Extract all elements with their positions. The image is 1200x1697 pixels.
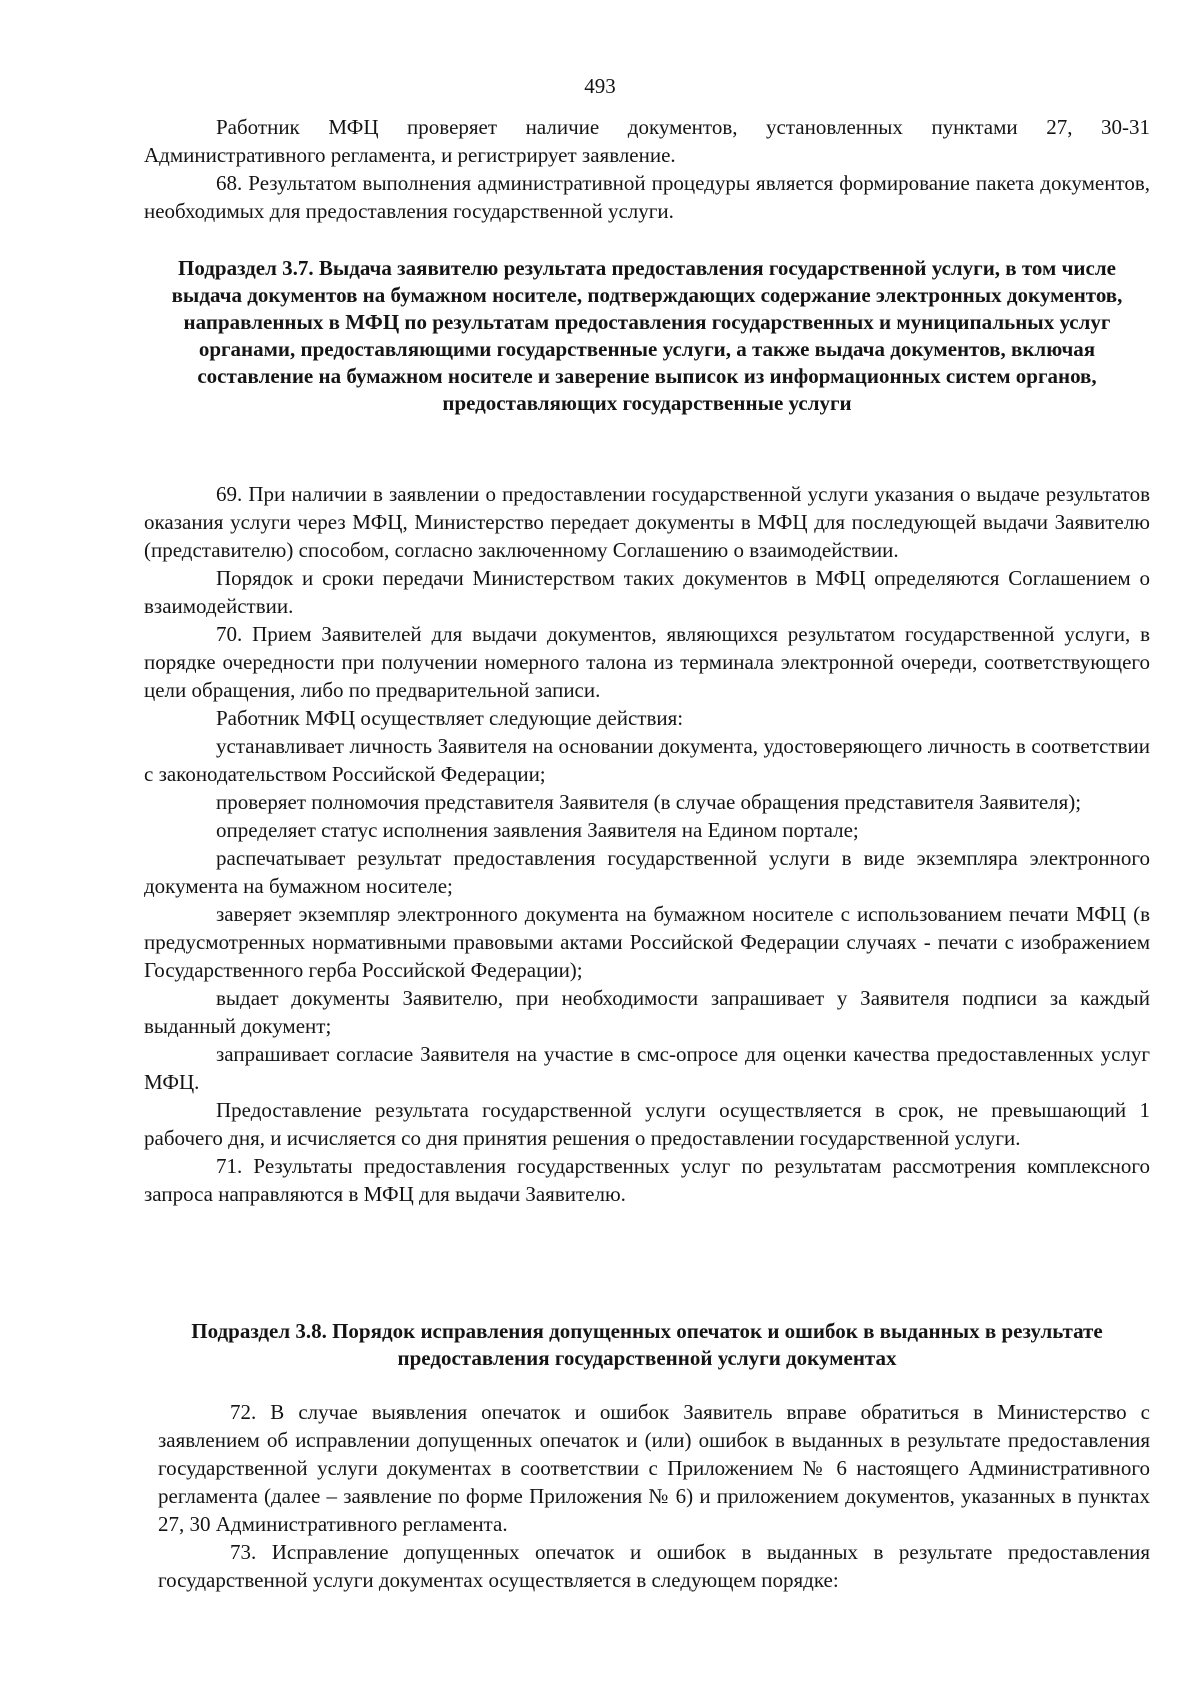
section-3-7-body <box>144 480 1150 1208</box>
subsection-3-8-heading: Подраздел 3.8. Порядок исправления допущенных опечаток и ошибок в выданных в результате предоставления государственной услуги документах <box>191 1319 1103 1370</box>
paragraph: Предоставление результата государственной услуги осуществляется в срок, не превышающий 1 рабочего дня, и исчисляется со дня принятия решения о предоставлении государственной услуги. <box>144 1098 1150 1150</box>
paragraph-72: 72. В случае выявления опечаток и ошибок Заявитель вправе обратиться в Министерство с заявлением об исправлении допущенных опечаток и (или) ошибок в выданных в результате предоставления государственной услуги документах в соответствии с Приложением № 6 настоящего Административного регламента (далее – заявление по форме Приложения № 6) и приложением документов, указанных в пунктах 27, 30 Административного регламента. <box>158 1400 1150 1536</box>
section-3-6-tail <box>144 113 1150 225</box>
action-item: определяет статус исполнения заявления Заявителя на Едином портале; <box>216 818 859 842</box>
action-item: заверяет экземпляр электронного документа на бумажном носителе с использованием печати МФЦ (в предусмотренных нормативными правовыми актами Российской Федерации случаях - печати с изображением Государственного герба Российской Федерации); <box>144 902 1150 982</box>
action-item: распечатывает результат предоставления государственной услуги в виде экземпляра электронного документа на бумажном носителе; <box>144 846 1150 898</box>
action-item: проверяет полномочия представителя Заявителя (в случае обращения представителя Заявителя); <box>216 790 1082 814</box>
paragraph-69: 69. При наличии в заявлении о предоставлении государственной услуги указания о выдаче результатов оказания услуги через МФЦ, Министерство передает документы в МФЦ для последующей выдачи Заявителю (представителю) способом, согласно заключенному Соглашению о взаимодействии. <box>144 482 1150 562</box>
action-item: запрашивает согласие Заявителя на участие в смс-опросе для оценки качества предоставленных услуг МФЦ. <box>144 1042 1150 1094</box>
paragraph: Порядок и сроки передачи Министерством таких документов в МФЦ определяются Соглашением о взаимодействии. <box>144 566 1150 618</box>
action-item: устанавливает личность Заявителя на основании документа, удостоверяющего личность в соответствии с законодательством Российской Федерации; <box>144 734 1150 786</box>
paragraph-70: 70. Прием Заявителей для выдачи документов, являющихся результатом государственной услуги, в порядке очередности при получении номерного талона из терминала электронной очереди, соответствующего цели обращения, либо по предварительной записи. <box>144 622 1150 702</box>
paragraph: Работник МФЦ проверяет наличие документов, установленных пунктами 27, 30-31 Административного регламента, и регистрирует заявление. <box>144 115 1150 167</box>
paragraph-68: 68. Результатом выполнения административной процедуры является формирование пакета документов, необходимых для предоставления государственной услуги. <box>144 171 1150 223</box>
page-number: 493 <box>584 74 616 98</box>
paragraph-73: 73. Исправление допущенных опечаток и ошибок в выданных в результате предоставления государственной услуги документах осуществляется в следующем порядке: <box>158 1540 1150 1592</box>
subsection-3-7-heading: Подраздел 3.7. Выдача заявителю результата предоставления государственной услуги, в том числе выдача документов на бумажном носителе, подтверждающих содержание электронных документов, направленных в МФЦ по результатам предоставления государственных и муниципальных услуг органами, предоставляющими государственные услуги, а также выдача документов, включая составление на бумажном носителе и заверение выписок из информационных систем органов, предоставляющих государственные услуги <box>171 256 1123 415</box>
paragraph-71: 71. Результаты предоставления государственных услуг по результатам рассмотрения комплексного запроса направляются в МФЦ для выдачи Заявителю. <box>144 1154 1150 1206</box>
action-item: выдает документы Заявителю, при необходимости запрашивает у Заявителя подписи за каждый выданный документ; <box>144 986 1150 1038</box>
paragraph: Работник МФЦ осуществляет следующие действия: <box>216 706 684 730</box>
section-3-8-body <box>158 1398 1150 1594</box>
